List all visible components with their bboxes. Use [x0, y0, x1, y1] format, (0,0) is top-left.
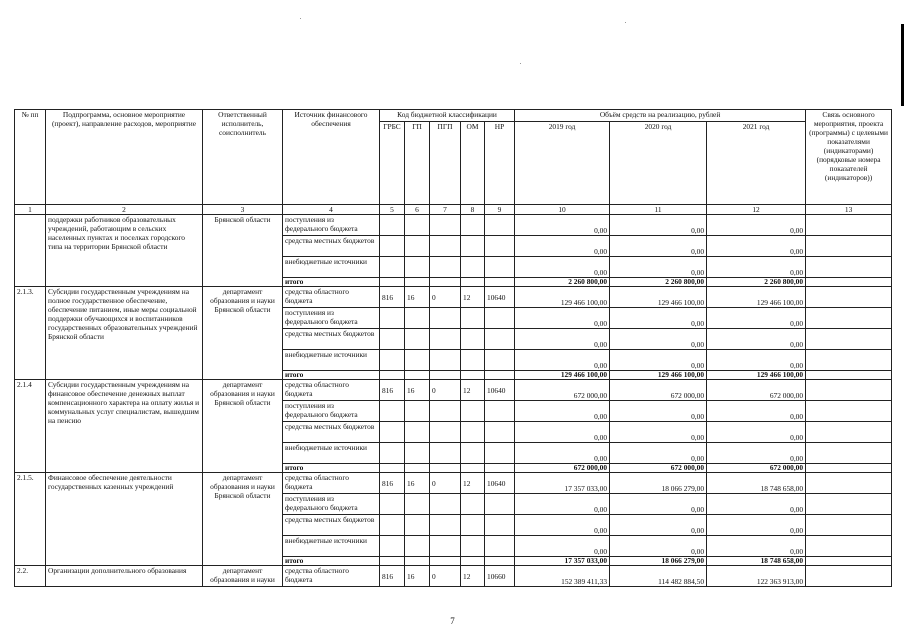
header-num: № пп [15, 110, 46, 205]
code-gp: 16 [405, 287, 430, 308]
code-pgp [430, 443, 461, 464]
code-gp: 16 [405, 566, 430, 587]
header-2021: 2021 год [707, 122, 806, 205]
total-2020: 18 066 279,00 [610, 557, 707, 566]
code-gp [405, 401, 430, 422]
code-grbs [380, 257, 405, 278]
scan-edge-mark [901, 24, 904, 106]
amount-2020: 129 466 100,00 [610, 287, 707, 308]
row-number: 2.1.3. [15, 287, 46, 380]
total-code-empty [430, 371, 461, 380]
column-number: 10 [515, 205, 610, 215]
amount-2019: 0,00 [515, 350, 610, 371]
row-source: поступления из федерального бюджета [283, 401, 380, 422]
code-nr [485, 536, 515, 557]
code-om [461, 515, 485, 536]
indicator-link [806, 308, 892, 329]
column-number: 12 [707, 205, 806, 215]
code-pgp [430, 215, 461, 236]
amount-2019: 0,00 [515, 401, 610, 422]
column-number: 3 [203, 205, 283, 215]
amount-2020: 114 482 884,50 [610, 566, 707, 587]
total-code-empty [380, 464, 405, 473]
total-2021: 2 260 800,00 [707, 278, 806, 287]
row-executor: департамент образования и науки Брянской области [203, 287, 283, 380]
row-number [15, 215, 46, 287]
indicator-link [806, 257, 892, 278]
total-label: итого [283, 557, 380, 566]
code-nr [485, 236, 515, 257]
amount-2019: 0,00 [515, 515, 610, 536]
total-code-empty [380, 371, 405, 380]
code-nr [485, 515, 515, 536]
code-gp [405, 236, 430, 257]
code-grbs [380, 422, 405, 443]
total-code-empty [461, 278, 485, 287]
row-name: Субсидии государственным учреждениям на финансовое обеспечение денежных выплат компенсационного характера на оплату жилья и коммунальных услуг специалистам, вышедшим на пенсию [46, 380, 203, 473]
code-nr [485, 308, 515, 329]
code-om [461, 494, 485, 515]
total-label: итого [283, 371, 380, 380]
indicator-link [806, 371, 892, 380]
code-om: 12 [461, 287, 485, 308]
amount-2019: 0,00 [515, 443, 610, 464]
total-2019: 129 466 100,00 [515, 371, 610, 380]
total-label: итого [283, 278, 380, 287]
code-pgp: 0 [430, 473, 461, 494]
row-executor: департамент образования и науки Брянской области [203, 473, 283, 566]
code-pgp: 0 [430, 287, 461, 308]
total-2019: 672 000,00 [515, 464, 610, 473]
table-row [15, 473, 892, 494]
code-gp [405, 329, 430, 350]
code-om [461, 257, 485, 278]
row-source: средства областного бюджета [283, 287, 380, 308]
table-body [15, 215, 892, 587]
amount-2019: 0,00 [515, 257, 610, 278]
code-grbs [380, 401, 405, 422]
amount-2019: 672 000,00 [515, 380, 610, 401]
amount-2019: 152 389 411,33 [515, 566, 610, 587]
code-nr: 10660 [485, 566, 515, 587]
column-number: 8 [461, 205, 485, 215]
amount-2020: 0,00 [610, 515, 707, 536]
column-number: 4 [283, 205, 380, 215]
row-executor: Брянской области [203, 215, 283, 287]
code-pgp [430, 536, 461, 557]
amount-2019: 17 357 033,00 [515, 473, 610, 494]
code-nr: 10640 [485, 287, 515, 308]
row-name: Субсидии государственным учреждениям на полное государственное обеспечение, обеспечение питанием, иные меры социальной поддержки обучающихся и воспитанников государственных образовательных учреждений Брянской области [46, 287, 203, 380]
total-code-empty [380, 278, 405, 287]
budget-table [14, 109, 892, 587]
header-executor: Ответственный исполнитель, соисполнитель [203, 110, 283, 205]
row-name: Организации дополнительного образования [46, 566, 203, 587]
header-pgp: ПГП [430, 122, 461, 205]
amount-2020: 0,00 [610, 350, 707, 371]
header-source: Источник финансового обеспечения [283, 110, 380, 205]
row-executor: департамент образования и науки Брянской области [203, 380, 283, 473]
indicator-link [806, 515, 892, 536]
row-source: средства областного бюджета [283, 380, 380, 401]
row-name: Финансовое обеспечение деятельности государственных казенных учреждений [46, 473, 203, 566]
row-source: внебюджетные источники [283, 257, 380, 278]
total-2021: 672 000,00 [707, 464, 806, 473]
indicator-link [806, 236, 892, 257]
amount-2021: 122 363 913,00 [707, 566, 806, 587]
amount-2020: 0,00 [610, 401, 707, 422]
row-source: внебюджетные источники [283, 350, 380, 371]
amount-2020: 0,00 [610, 329, 707, 350]
indicator-link [806, 329, 892, 350]
code-pgp: 0 [430, 566, 461, 587]
code-gp [405, 494, 430, 515]
code-om [461, 422, 485, 443]
code-nr [485, 401, 515, 422]
row-source: поступления из федерального бюджета [283, 308, 380, 329]
amount-2019: 0,00 [515, 536, 610, 557]
amount-2021: 0,00 [707, 536, 806, 557]
code-pgp [430, 236, 461, 257]
amount-2021: 18 748 658,00 [707, 473, 806, 494]
code-grbs [380, 350, 405, 371]
scan-speck [520, 63, 521, 64]
code-om [461, 236, 485, 257]
amount-2021: 129 466 100,00 [707, 287, 806, 308]
amount-2019: 129 466 100,00 [515, 287, 610, 308]
code-gp [405, 215, 430, 236]
amount-2020: 0,00 [610, 215, 707, 236]
code-grbs [380, 494, 405, 515]
row-number: 2.1.4 [15, 380, 46, 473]
code-om: 12 [461, 380, 485, 401]
header-nr: НР [485, 122, 515, 205]
row-source: средства местных бюджетов [283, 329, 380, 350]
amount-2021: 0,00 [707, 422, 806, 443]
total-code-empty [485, 371, 515, 380]
code-grbs [380, 536, 405, 557]
header-2019: 2019 год [515, 122, 610, 205]
amount-2019: 0,00 [515, 329, 610, 350]
table-row [15, 380, 892, 401]
code-grbs [380, 308, 405, 329]
code-grbs [380, 215, 405, 236]
scan-speck [300, 18, 301, 19]
code-nr [485, 257, 515, 278]
code-nr [485, 350, 515, 371]
column-number: 6 [405, 205, 430, 215]
code-nr [485, 329, 515, 350]
header-indicator-link: Связь основного мероприятия, проекта (программы) с целевыми показателями (индикаторами) (порядковые номера показателей (индикаторов)) [806, 110, 892, 205]
indicator-link [806, 350, 892, 371]
column-number: 2 [46, 205, 203, 215]
row-number: 2.1.5. [15, 473, 46, 566]
total-2021: 129 466 100,00 [707, 371, 806, 380]
total-code-empty [405, 464, 430, 473]
indicator-link [806, 215, 892, 236]
column-number: 7 [430, 205, 461, 215]
code-nr [485, 215, 515, 236]
amount-2021: 0,00 [707, 236, 806, 257]
row-source: средства местных бюджетов [283, 515, 380, 536]
code-pgp [430, 350, 461, 371]
code-grbs: 816 [380, 380, 405, 401]
total-code-empty [405, 278, 430, 287]
column-number: 5 [380, 205, 405, 215]
row-source: поступления из федерального бюджета [283, 215, 380, 236]
code-om [461, 329, 485, 350]
total-code-empty [380, 557, 405, 566]
amount-2021: 0,00 [707, 401, 806, 422]
amount-2020: 0,00 [610, 536, 707, 557]
header-budget-code: Код бюджетной классификации [380, 110, 515, 122]
code-grbs [380, 236, 405, 257]
row-source: поступления из федерального бюджета [283, 494, 380, 515]
indicator-link [806, 464, 892, 473]
amount-2020: 672 000,00 [610, 380, 707, 401]
column-number: 11 [610, 205, 707, 215]
indicator-link [806, 473, 892, 494]
amount-2021: 672 000,00 [707, 380, 806, 401]
code-gp [405, 257, 430, 278]
code-nr [485, 422, 515, 443]
total-2020: 672 000,00 [610, 464, 707, 473]
table-row [15, 287, 892, 308]
column-number-row [15, 205, 892, 215]
total-code-empty [405, 371, 430, 380]
code-pgp [430, 422, 461, 443]
indicator-link [806, 566, 892, 587]
code-grbs: 816 [380, 287, 405, 308]
amount-2020: 0,00 [610, 494, 707, 515]
amount-2019: 0,00 [515, 215, 610, 236]
amount-2020: 0,00 [610, 308, 707, 329]
row-source: средства областного бюджета [283, 473, 380, 494]
amount-2020: 18 066 279,00 [610, 473, 707, 494]
code-pgp [430, 515, 461, 536]
code-pgp [430, 494, 461, 515]
code-om [461, 401, 485, 422]
amount-2021: 0,00 [707, 308, 806, 329]
code-om [461, 215, 485, 236]
total-code-empty [430, 557, 461, 566]
row-source: внебюджетные источники [283, 536, 380, 557]
amount-2021: 0,00 [707, 494, 806, 515]
header-name: Подпрограмма, основное мероприятие (проект), направление расходов, мероприятие [46, 110, 203, 205]
row-source: внебюджетные источники [283, 443, 380, 464]
code-om [461, 536, 485, 557]
code-gp [405, 443, 430, 464]
code-om [461, 350, 485, 371]
amount-2019: 0,00 [515, 236, 610, 257]
scan-speck [625, 22, 626, 23]
header-row [15, 110, 892, 122]
indicator-link [806, 287, 892, 308]
indicator-link [806, 494, 892, 515]
indicator-link [806, 278, 892, 287]
code-pgp [430, 329, 461, 350]
code-gp: 16 [405, 380, 430, 401]
total-2019: 2 260 800,00 [515, 278, 610, 287]
amount-2019: 0,00 [515, 308, 610, 329]
code-grbs: 816 [380, 473, 405, 494]
code-nr [485, 494, 515, 515]
total-label: итого [283, 464, 380, 473]
code-grbs [380, 329, 405, 350]
amount-2021: 0,00 [707, 215, 806, 236]
header-gp: ГП [405, 122, 430, 205]
code-pgp [430, 257, 461, 278]
indicator-link [806, 401, 892, 422]
indicator-link [806, 422, 892, 443]
amount-2021: 0,00 [707, 443, 806, 464]
row-source: средства местных бюджетов [283, 236, 380, 257]
row-source: средства местных бюджетов [283, 422, 380, 443]
code-om [461, 308, 485, 329]
row-name: поддержки работников образовательных учреждений, работающим в сельских населенных пунктах и поселках городского типа на территории Брянской области [46, 215, 203, 287]
row-source: средства областного бюджета [283, 566, 380, 587]
total-code-empty [461, 371, 485, 380]
amount-2021: 0,00 [707, 515, 806, 536]
total-code-empty [430, 464, 461, 473]
code-gp [405, 422, 430, 443]
code-pgp [430, 401, 461, 422]
total-code-empty [461, 464, 485, 473]
total-2020: 129 466 100,00 [610, 371, 707, 380]
total-code-empty [485, 278, 515, 287]
code-nr [485, 443, 515, 464]
code-nr: 10640 [485, 473, 515, 494]
total-code-empty [485, 557, 515, 566]
indicator-link [806, 443, 892, 464]
total-2020: 2 260 800,00 [610, 278, 707, 287]
column-number: 13 [806, 205, 892, 215]
code-gp: 16 [405, 473, 430, 494]
amount-2020: 0,00 [610, 443, 707, 464]
row-executor: департамент образования и науки [203, 566, 283, 587]
code-pgp: 0 [430, 380, 461, 401]
row-number: 2.2. [15, 566, 46, 587]
code-grbs [380, 443, 405, 464]
indicator-link [806, 536, 892, 557]
code-pgp [430, 308, 461, 329]
code-gp [405, 350, 430, 371]
code-gp [405, 536, 430, 557]
table-row [15, 566, 892, 587]
amount-2020: 0,00 [610, 236, 707, 257]
total-code-empty [485, 464, 515, 473]
code-gp [405, 515, 430, 536]
total-2021: 18 748 658,00 [707, 557, 806, 566]
page-number: 7 [450, 616, 455, 626]
code-grbs [380, 515, 405, 536]
header-2020: 2020 год [610, 122, 707, 205]
code-om: 12 [461, 566, 485, 587]
amount-2021: 0,00 [707, 257, 806, 278]
amount-2021: 0,00 [707, 329, 806, 350]
amount-2020: 0,00 [610, 257, 707, 278]
total-code-empty [461, 557, 485, 566]
code-gp [405, 308, 430, 329]
header-om: ОМ [461, 122, 485, 205]
code-om: 12 [461, 473, 485, 494]
total-code-empty [430, 278, 461, 287]
column-number: 9 [485, 205, 515, 215]
column-number: 1 [15, 205, 46, 215]
amount-2019: 0,00 [515, 494, 610, 515]
indicator-link [806, 557, 892, 566]
code-om [461, 443, 485, 464]
code-nr: 10640 [485, 380, 515, 401]
amount-2019: 0,00 [515, 422, 610, 443]
header-grbs: ГРБС [380, 122, 405, 205]
total-2019: 17 357 033,00 [515, 557, 610, 566]
total-code-empty [405, 557, 430, 566]
code-grbs: 816 [380, 566, 405, 587]
indicator-link [806, 380, 892, 401]
amount-2021: 0,00 [707, 350, 806, 371]
amount-2020: 0,00 [610, 422, 707, 443]
table-row [15, 215, 892, 236]
header-amount: Объём средств на реализацию, рублей [515, 110, 806, 122]
